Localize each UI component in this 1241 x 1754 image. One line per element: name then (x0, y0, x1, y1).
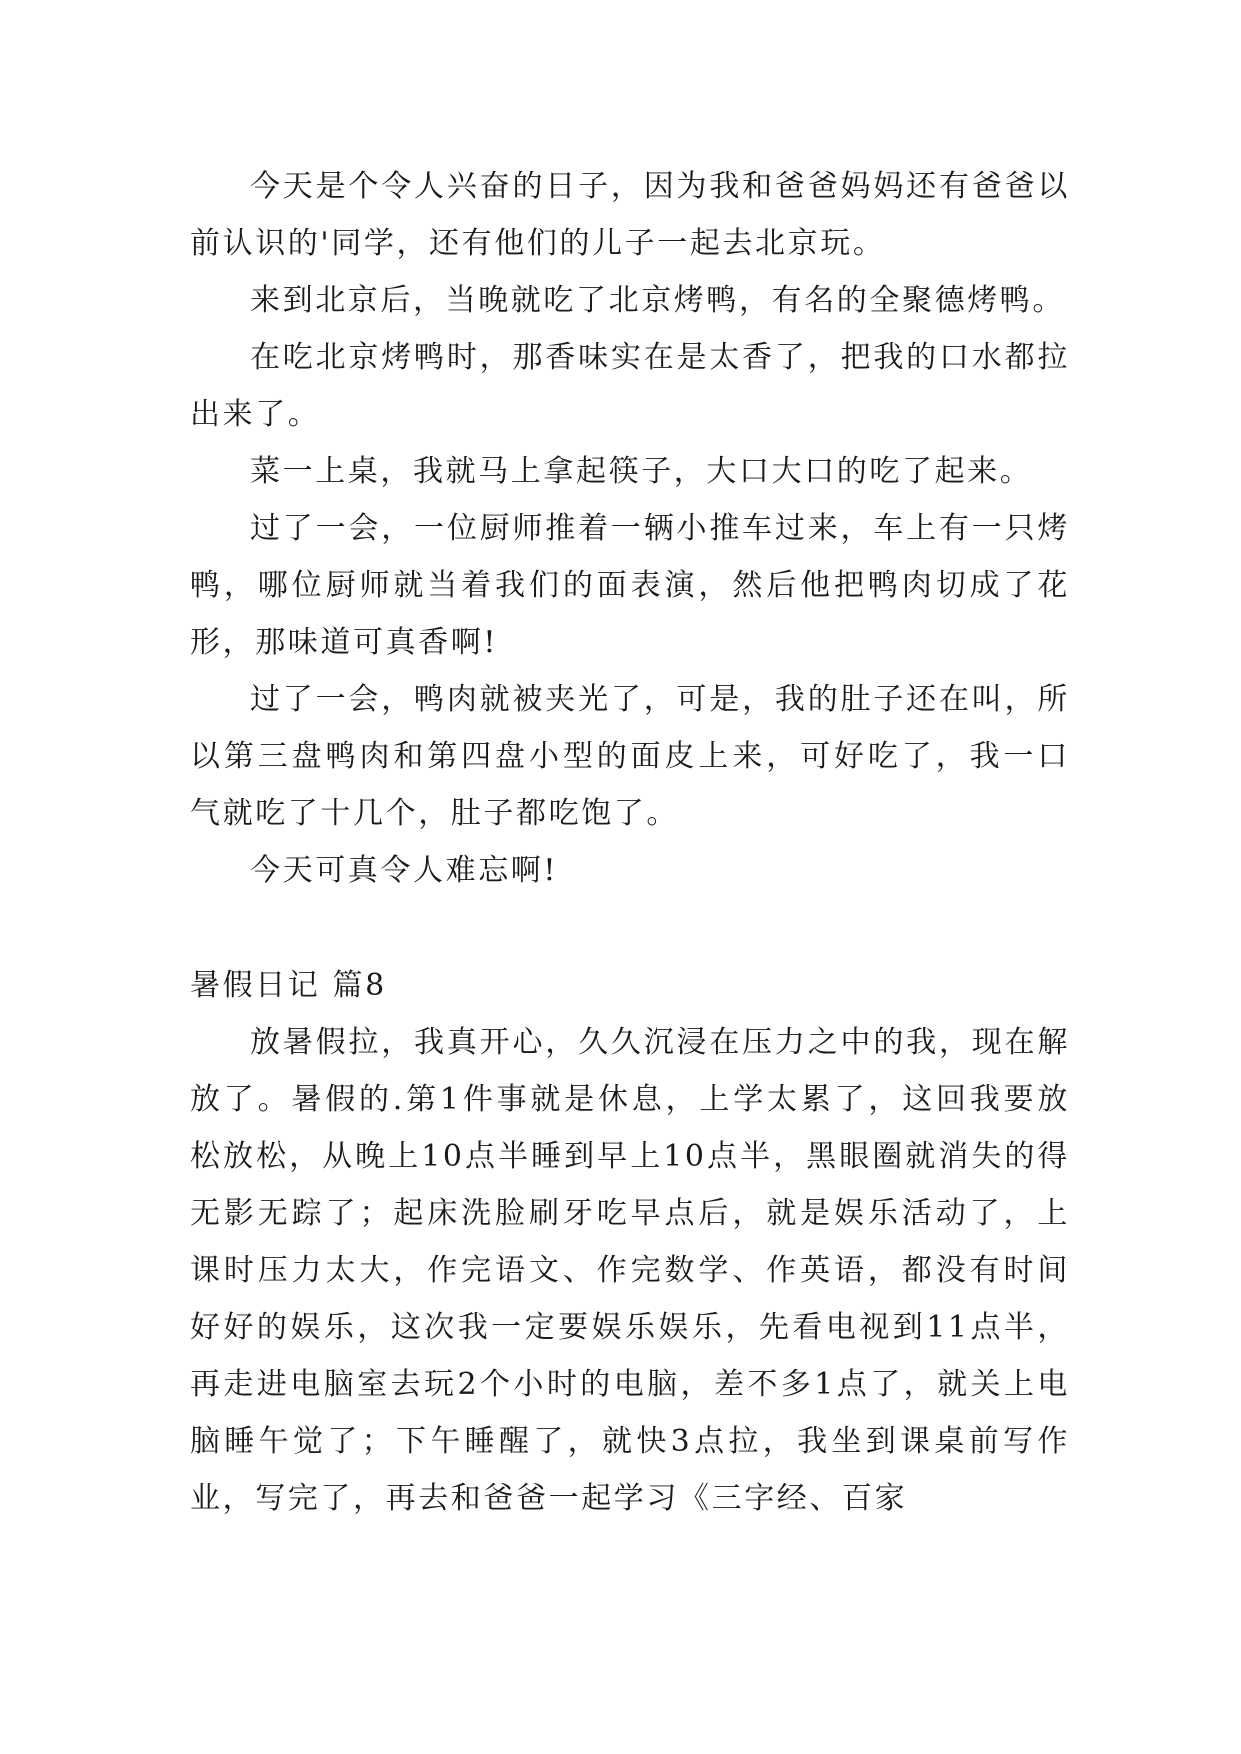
document-body (190, 158, 1070, 1527)
paragraph-4: 菜一上桌，我就马上拿起筷子，大口大口的吃了起来。 (250, 454, 1033, 489)
paragraph-6: 过了一会，鸭肉就被夹光了，可是，我的肚子还在叫，所以第三盘鸭肉和第四盘小型的面皮上来，可好吃了，我一口气就吃了十几个，肚子都吃饱了。 (190, 682, 1070, 831)
paragraph-2: 来到北京后，当晚就吃了北京烤鸭，有名的全聚德烤鸭。 (250, 283, 1065, 318)
paragraph-7: 今天可真令人难忘啊! (250, 853, 559, 888)
paragraph-3: 在吃北京烤鸭时，那香味实在是太香了，把我的口水都拉出来了。 (190, 340, 1070, 432)
paragraph-1: 今天是个令人兴奋的日子，因为我和爸爸妈妈还有爸爸以前认识的'同学，还有他们的儿子一起去北京玩。 (190, 169, 1070, 261)
section-heading: 暑假日记 篇8 (190, 968, 387, 1003)
paragraph-5: 过了一会，一位厨师推着一辆小推车过来，车上有一只烤鸭，哪位厨师就当着我们的面表演，然后他把鸭肉切成了花形，那味道可真香啊! (190, 511, 1070, 660)
paragraph-8: 放暑假拉，我真开心，久久沉浸在压力之中的我，现在解放了。暑假的.第1件事就是休息，上学太累了，这回我要放松放松，从晚上10点半睡到早上10点半，黑眼圈就消失的得无影无踪了；起床洗脸刷牙吃早点后，就是娱乐活动了，上课时压力太大，作完语文、作完数学、作英语，都没有时间好好的娱乐，这次我一定要娱乐娱乐，先看电视到11点半，再走进电脑室去玩2个小时的电脑，差不多1点了，就关上电脑睡午觉了；下午睡醒了，就快3点拉，我坐到课桌前写作业，写完了，再去和爸爸一起学习《三字经、百家 (190, 1025, 1070, 1516)
